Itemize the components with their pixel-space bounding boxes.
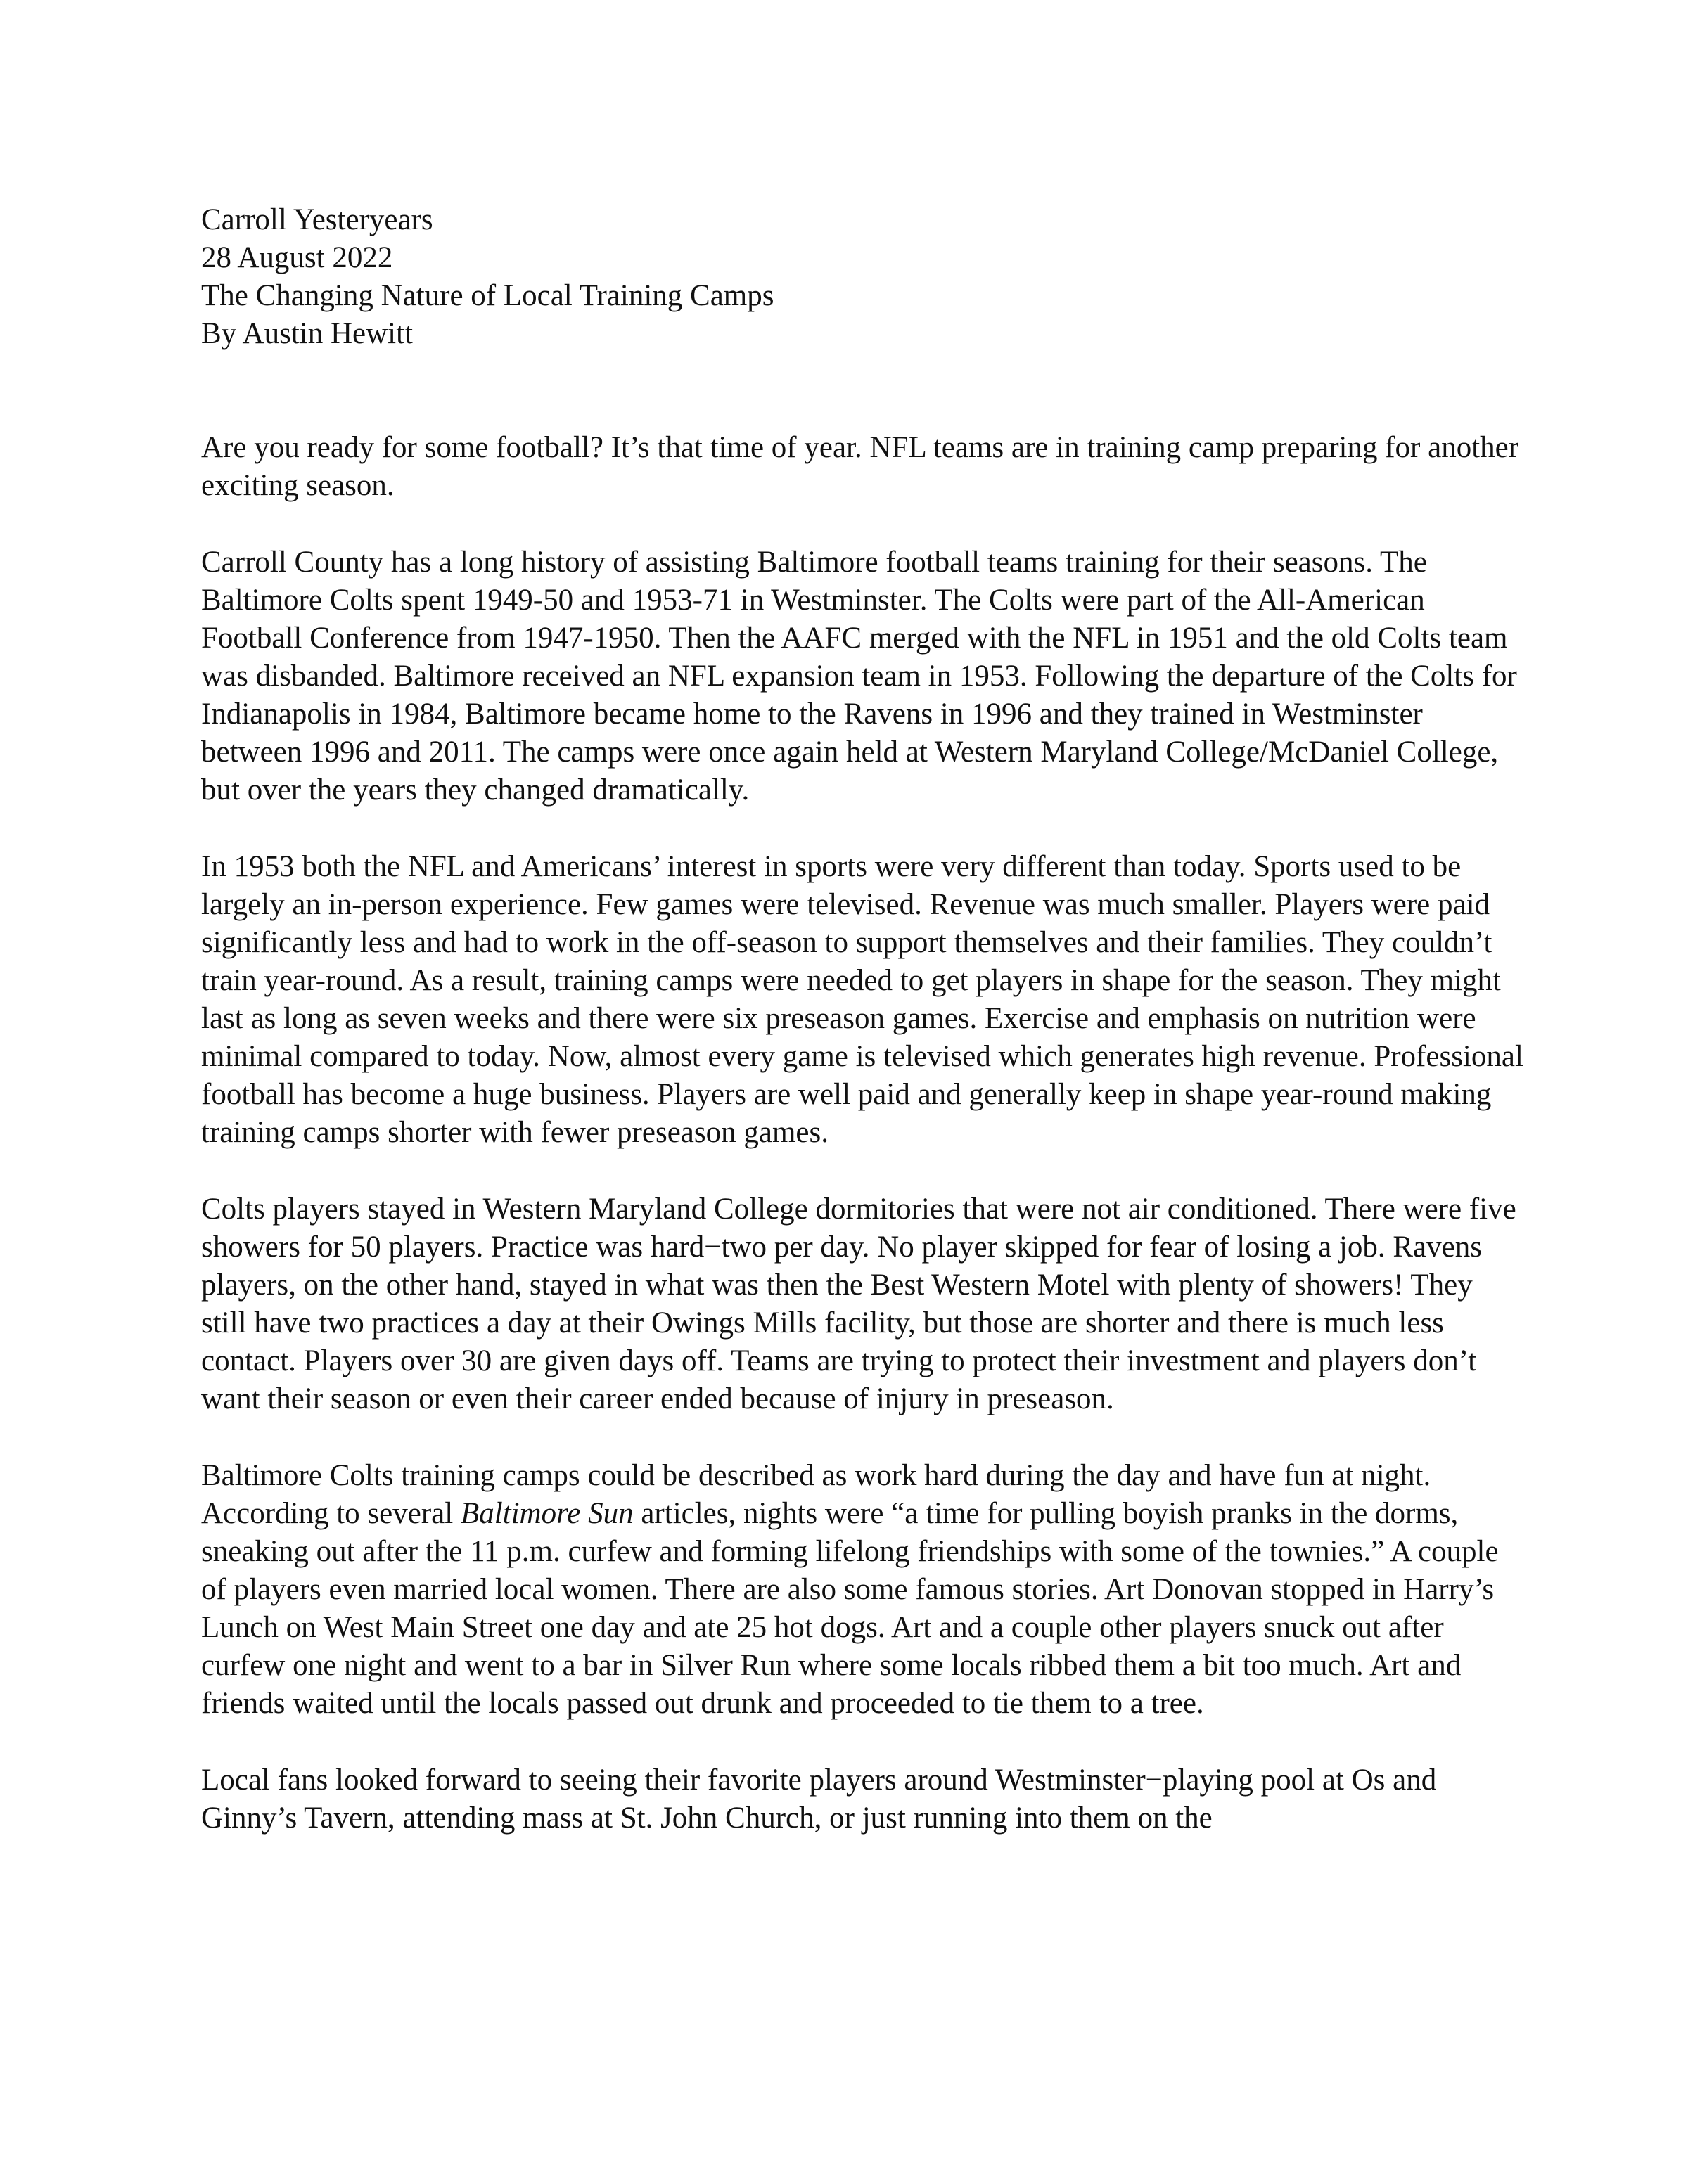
paragraph-1953-comparison: In 1953 both the NFL and Americans’ interest in sports were very different than today. Sports used to be largely an in-person experience. Few games were televised. Revenue was much smaller. Players were paid significantly less and had to work in the off-season to support themselves and their families. They couldn’t train year-round. As a result, training camps were needed to get players in shape for the season. They might last as long as seven weeks and there were six preseason games. Exercise and emphasis on nutrition were minimal compared to today. Now, almost every game is televised which generates high revenue. Professional football has become a huge business. Players are well paid and generally keep in shape year-round making training camps shorter with fewer preseason games. (201, 850, 1523, 1149)
article-byline: By Austin Hewitt (201, 317, 414, 350)
newspaper-title: Baltimore Sun (460, 1497, 634, 1530)
paragraph-text-segment: articles, nights were “a time for pulling boyish pranks in the dorms, sneaking out after the 11 p.m. curfew and forming lifelong friendships with some of the townies.” A couple of players even married local women. There are also some famous stories. Art Donovan stopped in Harry’s Lunch on West Main Street one day and ate 25 hot dogs. Art and a couple other players snuck out after curfew one night and went to a bar in Silver Run where some locals ribbed them a bit too much. Art and friends waited until the locals passed out drunk and proceeded to tie them to a tree. (201, 1497, 1499, 1720)
article-date: 28 August 2022 (201, 241, 393, 274)
paragraph-text-segment: Baltimore Colts training camps could be described as work hard during the day and have fun at night. According to several (201, 1459, 1431, 1530)
article-title: The Changing Nature of Local Training Camps (201, 279, 774, 312)
article-content (201, 201, 1523, 1837)
article-header (201, 201, 1523, 353)
paragraph-intro: Are you ready for some football? It’s that time of year. NFL teams are in training camp preparing for another exciting season. (201, 431, 1519, 502)
paragraph-local-fans: Local fans looked forward to seeing their favorite players around Westminster−playing pool at Os and Ginny’s Tavern, attending mass at St. John Church, or just running into them on the (201, 1764, 1437, 1835)
paragraph-colts-nights (201, 1457, 1523, 1723)
paragraph-history: Carroll County has a long history of assisting Baltimore football teams training for their seasons. The Baltimore Colts spent 1949-50 and 1953-71 in Westminster. The Colts were part of the All-American Football Conference from 1947-1950. Then the AAFC merged with the NFL in 1951 and the old Colts team was disbanded. Baltimore received an NFL expansion team in 1953. Following the departure of the Colts for Indianapolis in 1984, Baltimore became home to the Ravens in 1996 and they trained in Westminster between 1996 and 2011. The camps were once again held at Western Maryland College/McDaniel College, but over the years they changed dramatically. (201, 546, 1517, 807)
column-name: Carroll Yesteryears (201, 203, 433, 236)
paragraph-living-conditions: Colts players stayed in Western Maryland College dormitories that were not air conditioned. There were five showers for 50 players. Practice was hard−two per day. No player skipped for fear of losing a job. Ravens players, on the other hand, stayed in what was then the Best Western Motel with plenty of showers! They still have two practices a day at their Owings Mills facility, but those are shorter and there is much less contact. Players over 30 are given days off. Teams are trying to protect their investment and players don’t want their season or even their career ended because of injury in preseason. (201, 1193, 1516, 1415)
